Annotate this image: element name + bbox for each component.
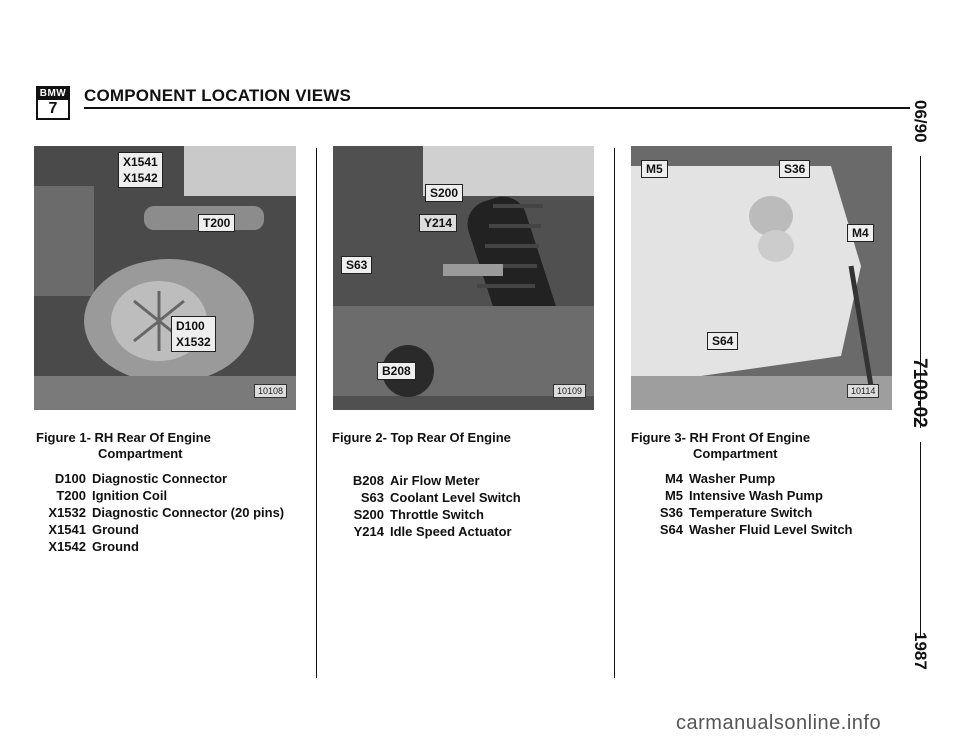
figure-2-engine-image <box>333 146 594 410</box>
photo-number-tag: 10114 <box>847 384 879 398</box>
callout-x1541: X1541 <box>123 155 158 169</box>
photo-number-tag: 10109 <box>553 384 586 398</box>
photo-number-tag: 10108 <box>254 384 287 398</box>
callout-d100-x1532 <box>171 316 216 352</box>
legend-item: Y214 Idle Speed Actuator <box>353 524 512 539</box>
callout-b208: B208 <box>377 362 416 380</box>
title-rule <box>84 107 910 109</box>
bmw-7-logo <box>36 86 70 120</box>
figure-1-legend <box>36 470 284 555</box>
legend-item: T200 Ignition Coil <box>56 488 168 503</box>
callout-s63: S63 <box>341 256 372 274</box>
callout-x1541-x1542 <box>118 152 163 188</box>
side-date: 06/90 <box>911 100 930 143</box>
legend-item: S200 Throttle Switch <box>353 507 484 522</box>
figure-1-caption-line2: Compartment <box>98 446 183 461</box>
legend-item: S63 Coolant Level Switch <box>360 490 521 505</box>
figure-2-photo <box>333 146 594 410</box>
figure-3-caption-line1: Figure 3- RH Front Of Engine <box>631 430 811 445</box>
legend-item: X1532 Diagnostic Connector (20 pins) <box>48 505 285 520</box>
figure-3-legend <box>631 470 853 538</box>
legend-item: M4 Washer Pump <box>664 471 776 486</box>
legend-item: D100 Diagnostic Connector <box>54 471 228 486</box>
figure-3-photo <box>631 146 892 410</box>
side-section-code: 7100-02 <box>909 358 930 428</box>
figure-2-caption-line1: Figure 2- Top Rear Of Engine <box>332 430 511 445</box>
figure-3-engine-image <box>631 146 892 410</box>
callout-d100: D100 <box>176 319 205 333</box>
page-title: COMPONENT LOCATION VIEWS <box>84 86 352 105</box>
logo-brand: BMW <box>39 88 67 99</box>
figure-3-caption <box>631 430 810 462</box>
figure-3-caption-line2: Compartment <box>693 446 778 461</box>
callout-s36: S36 <box>779 160 810 178</box>
logo-series: 7 <box>48 100 58 117</box>
callout-y214: Y214 <box>419 214 457 232</box>
legend-item: B208 Air Flow Meter <box>352 473 480 488</box>
watermark: carmanualsonline.info <box>676 712 882 734</box>
figure-2-legend <box>332 472 521 540</box>
figure-1-caption <box>36 430 211 462</box>
legend-item: X1542 Ground <box>48 539 139 554</box>
figure-1-caption-line1: Figure 1- RH Rear Of Engine <box>36 430 211 445</box>
legend-item: S36 Temperature Switch <box>659 505 813 520</box>
column-divider-1 <box>316 148 317 678</box>
callout-m5: M5 <box>641 160 668 178</box>
figure-2-caption <box>332 430 511 446</box>
legend-item: S64 Washer Fluid Level Switch <box>659 522 853 537</box>
side-index <box>906 92 936 692</box>
side-rule-2 <box>920 442 921 638</box>
callout-t200: T200 <box>198 214 235 232</box>
column-divider-2 <box>614 148 615 678</box>
callout-s200: S200 <box>425 184 463 202</box>
callout-x1532: X1532 <box>176 335 211 349</box>
side-year: 1987 <box>911 632 930 670</box>
figure-1-photo <box>34 146 296 410</box>
callout-x1542: X1542 <box>123 171 158 185</box>
figure-1-engine-image <box>34 146 296 410</box>
legend-item: M5 Intensive Wash Pump <box>664 488 823 503</box>
callout-m4: M4 <box>847 224 874 242</box>
callout-s64: S64 <box>707 332 738 350</box>
legend-item: X1541 Ground <box>48 522 139 537</box>
